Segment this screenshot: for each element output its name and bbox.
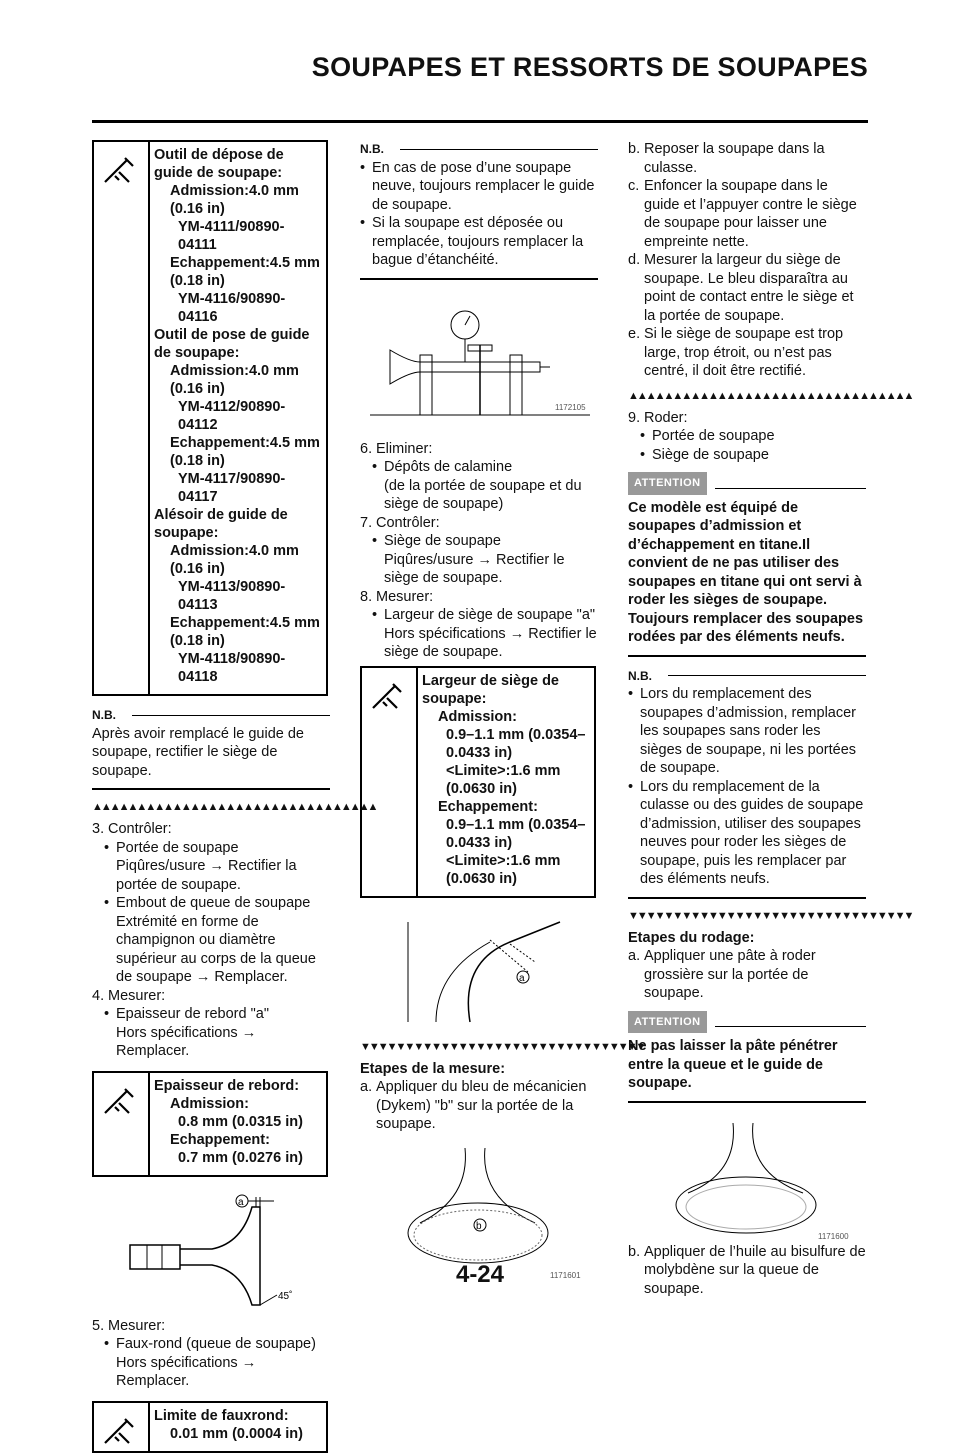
spec-line: Echappement:4.5 mm (0.18 in) — [170, 255, 320, 289]
spec-title: Alésoir de guide de soupape: — [154, 507, 288, 541]
header-rule — [92, 120, 868, 123]
spec-title: Limite de fauxrond: — [154, 1407, 289, 1424]
figure-label-b: b — [476, 1220, 482, 1232]
bullet: • Portée de soupape — [640, 428, 775, 444]
arrow-row-down: ▼▼▼▼▼▼▼▼▼▼▼▼▼▼▼▼▼▼▼▼▼▼▼▼▼▼▼▼▼▼▼▼ — [628, 909, 913, 922]
attention-text: Ne pas laisser la pâte pénétrer entre la queue et le guide de soupape. — [628, 1038, 838, 1091]
column-2 — [360, 140, 645, 1288]
attention-text: Ce modèle est équipé de soupapes d’admission et d’échappement en titane.Il convient de ne pas utiliser des soupapes en titane qui ont servi à roder les sièges de soupape. Toujours remplacer des soupapes rodées par des éléments neufs. — [628, 499, 864, 645]
nb-bullet: En cas de pose d’une soupape neuve, toujours remplacer le guide de soupape. — [372, 159, 595, 213]
spec-line: Admission: — [170, 1095, 249, 1112]
spec-line: Admission: — [438, 708, 517, 725]
bullet-sub: (de la portée de soupape et du siège de soupape) — [384, 477, 582, 512]
lapping-figure — [628, 1113, 866, 1243]
attention-badge: ATTENTION — [628, 472, 707, 495]
bullet: • Dépôts de calamine — [372, 459, 513, 475]
step-6: 6. Eliminer: — [360, 440, 433, 457]
step-a: a. Appliquer une pâte à roder grossière sur la portée de soupape. — [628, 948, 816, 1001]
step-c: c. Enfoncer la soupape dans le guide et l’appuyer contre le siège de soupape pour laisser une empreinte nette. — [628, 178, 857, 250]
spec-line: Echappement: — [438, 798, 538, 815]
spec-value: 0.9–1.1 mm (0.0354–0.0433 in) — [446, 726, 586, 761]
figure-code: 1172105 — [555, 402, 586, 412]
wrench-icon — [94, 1403, 150, 1451]
bullet: • Siège de soupape — [640, 446, 769, 463]
figure-label-a: a — [238, 1196, 244, 1208]
nb-note: N.B. • En cas de pose d’une soupape neuve, toujours remplacer le guide de soupape. • Si la soupape est déposée ou remplacée, toujours remplacer la bague d’étanchéité. — [360, 140, 598, 280]
figure-code: 1171601 — [550, 1270, 581, 1280]
nb-text: Après avoir remplacé le guide de soupape, rectifier le siège de soupape. — [92, 725, 304, 779]
page-number: 4-24 — [455, 1261, 505, 1288]
angle-label: 45˚ — [278, 1290, 293, 1302]
nb-bullet: Si la soupape est déposée ou remplacée, toujours remplacer la bague d’étanchéité. — [372, 215, 584, 268]
column-3 — [628, 140, 913, 1298]
bullet-sub: Extrémité en forme de champignon ou diamètre supérieur au corps de la queue de soupape → Remplacer. — [116, 913, 316, 985]
step-7: 7. Contrôler: — [360, 514, 440, 531]
faux-rond-spec-box — [92, 1401, 328, 1453]
bullet-sub: Hors spécifications → Remplacer. — [116, 1024, 257, 1059]
bullet: • Faux-rond (queue de soupape) — [104, 1336, 316, 1352]
step-3: 3. Contrôler: — [92, 821, 172, 837]
spec-title: Outil de pose de guide de soupape: — [154, 327, 310, 361]
figure-code: 1171600 — [818, 1231, 849, 1241]
spec-limit: <Limite>:1.6 mm (0.0630 in) — [446, 762, 561, 797]
spec-title: Outil de dépose de guide de soupape: — [154, 147, 284, 181]
seat-width-spec-box — [360, 666, 596, 898]
attention-badge: ATTENTION — [628, 1011, 707, 1034]
section-title: Etapes du rodage: — [628, 929, 755, 946]
bullet: • Epaisseur de rebord "a" — [104, 1006, 269, 1022]
spec-value: 0.9–1.1 mm (0.0354–0.0433 in) — [446, 816, 586, 851]
nb-bullet: Lors du remplacement des soupapes d’admission, remplacer les soupapes sans roder les sièges de soupape, ni les portées de soupape. — [640, 686, 857, 776]
bullet-sub: Hors spécifications → Remplacer. — [116, 1354, 257, 1389]
section-title: Etapes de la mesure: — [360, 1060, 506, 1077]
column-1 — [92, 140, 377, 1453]
spec-value: 0.01 mm (0.0004 in) — [170, 1425, 303, 1442]
page-title: SOUPAPES ET RESSORTS DE SOUPAPES — [311, 52, 868, 82]
part-number: YM-4116/90890-04116 — [178, 291, 286, 325]
runout-measure-figure — [360, 290, 598, 440]
spec-line: Echappement:4.5 mm (0.18 in) — [170, 615, 320, 649]
nb-bullet: Lors du remplacement de la culasse ou des guides de soupape d’admission, utiliser des soupapes neuves pour roder les sièges de soupape, puis les remplacer par des éléments neufs. — [640, 778, 864, 887]
nb-label: N.B. — [628, 668, 652, 683]
step-a: a. Appliquer du bleu de mécanicien (Dykem) "b" sur la portée de la soupape. — [360, 1079, 587, 1132]
spec-line: Admission:4.0 mm (0.16 in) — [170, 363, 299, 397]
step-9: 9. Roder: — [628, 409, 688, 426]
wrench-icon — [94, 1073, 150, 1175]
tool-spec-box — [92, 140, 328, 696]
spec-title: Largeur de siège de soupape: — [422, 672, 559, 707]
step-e: e. Si le siège de soupape est trop large, trop étroit, ou n’est pas centré, il doit être rectifié. — [628, 326, 844, 379]
bullet: • Largeur de siège de soupape "a" — [372, 607, 596, 623]
spec-limit: <Limite>:1.6 mm (0.0630 in) — [446, 852, 561, 887]
bullet-sub: Piqûres/usure → Rectifier le siège de soupape. — [384, 551, 565, 586]
wrench-icon — [362, 668, 418, 896]
step-b: b. Reposer la soupape dans la culasse. — [628, 141, 825, 176]
part-number: YM-4117/90890-04117 — [178, 471, 286, 505]
tool-spec-body — [150, 142, 326, 694]
nb-note: N.B. • Lors du remplacement des soupapes d’admission, remplacer les soupapes sans roder les sièges de soupape, ni les portées de soupape. • Lors du remplacement de la culasse ou des guides de soupape d’admission, utiliser des soupapes neuves pour roder les sièges de soupape, puis les remplacer par des éléments neufs. — [628, 667, 866, 899]
bullet: • Siège de soupape — [372, 533, 501, 549]
bullet: • Portée de soupape — [104, 839, 239, 856]
figure-label-a: a — [519, 972, 525, 984]
attention-header — [628, 472, 866, 495]
nb-label: N.B. — [92, 708, 116, 722]
bullet-sub: Piqûres/usure → Rectifier la portée de soupape. — [116, 858, 297, 893]
arrow-row-down: ▼▼▼▼▼▼▼▼▼▼▼▼▼▼▼▼▼▼▼▼▼▼▼▼▼▼▼▼▼▼▼▼ — [360, 1040, 645, 1053]
attention-header — [628, 1011, 866, 1034]
spec-value: 0.7 mm (0.0276 in) — [178, 1149, 303, 1166]
spec-value: 0.8 mm (0.0315 in) — [178, 1113, 303, 1130]
valve-margin-figure — [92, 1187, 330, 1317]
arrow-row-up: ▲▲▲▲▲▲▲▲▲▲▲▲▲▲▲▲▲▲▲▲▲▲▲▲▲▲▲▲▲▲▲▲ — [92, 801, 377, 813]
step-8: 8. Mesurer: — [360, 588, 434, 605]
arrow-row-up: ▲▲▲▲▲▲▲▲▲▲▲▲▲▲▲▲▲▲▲▲▲▲▲▲▲▲▲▲▲▲▲▲ — [628, 389, 913, 402]
nb-label: N.B. — [360, 142, 384, 156]
part-number: YM-4111/90890-04111 — [178, 219, 285, 253]
spec-line: Echappement:4.5 mm (0.18 in) — [170, 435, 320, 469]
wrench-icon — [94, 142, 150, 694]
rebord-spec-box — [92, 1071, 328, 1177]
part-number: YM-4113/90890-04113 — [178, 579, 286, 613]
nb-note — [92, 706, 330, 790]
step-d: d. Mesurer la largeur du siège de soupape. Le bleu disparaîtra au point de contact entre le siège et la portée de soupape. — [628, 252, 854, 324]
part-number: YM-4118/90890-04118 — [178, 651, 286, 685]
spec-line: Admission:4.0 mm (0.16 in) — [170, 183, 299, 217]
part-number: YM-4112/90890-04112 — [178, 399, 286, 433]
bullet: • Embout de queue de soupape — [104, 895, 311, 911]
step-4: 4. Mesurer: — [92, 987, 166, 1004]
spec-line: Admission:4.0 mm (0.16 in) — [170, 543, 299, 577]
step-5: 5. Mesurer: — [92, 1317, 166, 1334]
seat-width-figure — [360, 902, 598, 1032]
spec-title: Epaisseur de rebord: — [154, 1077, 300, 1094]
step-b: b. Appliquer de l’huile au bisulfure de molybdène sur la queue de soupape. — [628, 1243, 866, 1297]
spec-line: Echappement: — [170, 1131, 270, 1148]
bullet-sub: Hors spécifications → Rectifier le siège de soupape. — [384, 625, 597, 660]
